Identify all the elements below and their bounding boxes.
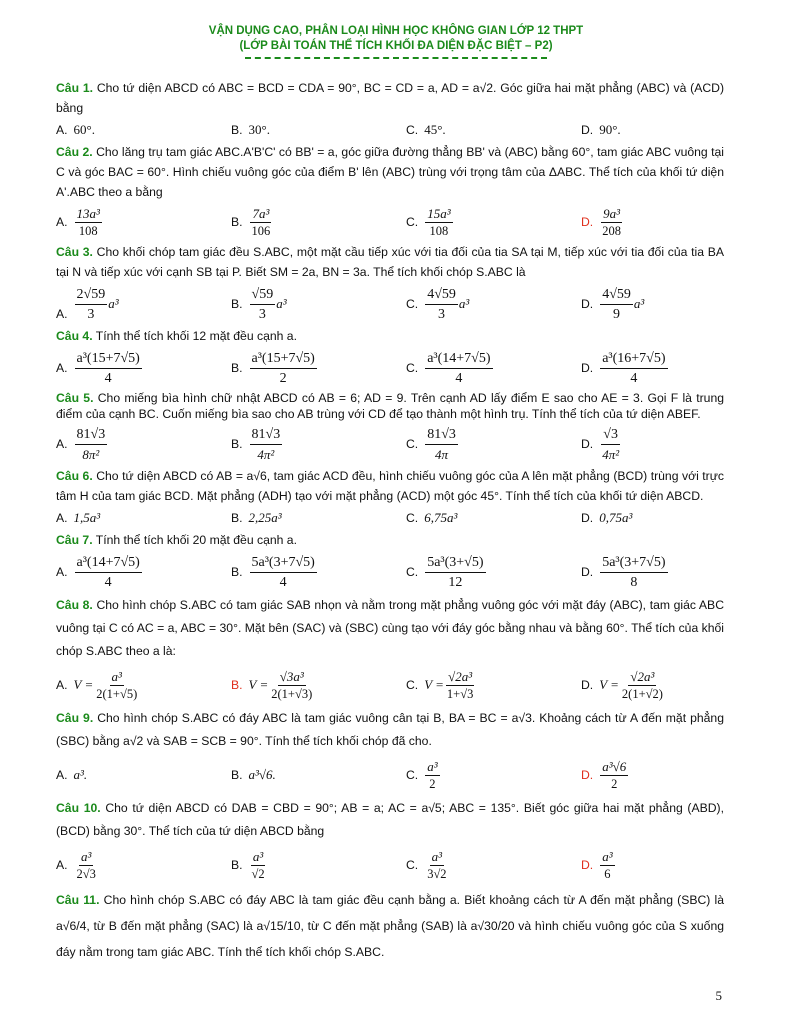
fraction-numerator: 5a³(3+√5) (425, 554, 485, 573)
fraction-numerator: a³ (427, 758, 438, 774)
fraction-numerator: a³ (602, 848, 613, 864)
option-value: 0,75a³ (599, 510, 633, 525)
question-8 (56, 594, 724, 663)
question-label: Câu 8. (56, 598, 93, 612)
option-fraction (600, 206, 623, 239)
fraction-denominator: 4 (279, 574, 287, 590)
fraction-denominator: 12 (448, 574, 463, 590)
option-tail: a³ (108, 296, 119, 311)
option-c[interactable] (406, 121, 581, 139)
option-letter: B. (231, 361, 243, 375)
option-a[interactable] (56, 766, 231, 784)
fraction-denominator: 4 (104, 574, 112, 590)
option-letter: A. (56, 306, 68, 321)
option-fraction (425, 554, 485, 591)
option-letter: D. (581, 768, 594, 782)
fraction-denominator: 8 (630, 574, 638, 590)
fraction-denominator: 4 (455, 370, 463, 386)
fraction-denominator: √2 (251, 866, 265, 881)
option-letter: B. (231, 437, 243, 451)
fraction-numerator: √59 (250, 286, 276, 305)
fraction-denominator: 8π² (82, 446, 100, 462)
answer-row (56, 509, 724, 527)
option-fraction (600, 426, 621, 463)
fraction-numerator: √2a³ (630, 668, 655, 684)
option-b[interactable] (231, 121, 406, 139)
question-6 (56, 466, 724, 506)
fraction-denominator: 1+√3 (446, 686, 474, 701)
fraction-denominator: 6 (604, 866, 611, 881)
fraction-denominator: 208 (602, 223, 621, 238)
option-letter: D. (581, 123, 594, 137)
option-b[interactable] (231, 509, 406, 527)
option-letter: D. (581, 565, 594, 579)
option-letter: C. (406, 361, 419, 375)
question-label: Câu 7. (56, 533, 93, 547)
question-label: Câu 11. (56, 893, 100, 907)
question-label: Câu 1. (56, 81, 93, 95)
fraction-numerator: a³(15+7√5) (250, 350, 317, 369)
option-letter: A. (56, 437, 68, 451)
option-fraction (75, 849, 98, 882)
fraction-numerator: 13a³ (76, 205, 100, 221)
fraction-denominator: 2(1+√2) (621, 686, 663, 701)
option-value: 1,5a³ (73, 510, 101, 525)
option-fraction (425, 350, 492, 387)
fraction-numerator: 81√3 (75, 426, 108, 445)
option-letter: A. (56, 511, 68, 525)
option-d[interactable] (581, 554, 724, 591)
option-d[interactable] (581, 849, 724, 882)
option-c[interactable] (406, 509, 581, 527)
question-1 (56, 78, 724, 118)
option-value: 90°. (599, 122, 621, 137)
option-fraction (75, 286, 108, 323)
option-letter: A. (56, 215, 68, 229)
option-value: 60°. (73, 122, 95, 137)
option-letter: C. (406, 215, 419, 229)
fraction-denominator: 2(1+√5) (96, 686, 138, 701)
option-a[interactable] (56, 286, 231, 323)
answer-row (56, 553, 724, 591)
fraction-denominator: 4π (435, 446, 449, 462)
option-c[interactable] (406, 669, 581, 702)
answer-row (56, 756, 724, 794)
fraction-numerator: a³ (81, 848, 92, 864)
option-a[interactable] (56, 849, 231, 882)
fraction-denominator: 108 (78, 223, 98, 238)
option-fraction (425, 206, 452, 239)
option-d[interactable] (581, 426, 724, 463)
page-header (0, 24, 792, 59)
option-a[interactable] (56, 669, 231, 702)
option-letter: C. (406, 858, 419, 872)
option-b[interactable] (231, 669, 406, 702)
option-letter: A. (56, 361, 68, 375)
option-c[interactable] (406, 759, 581, 792)
question-2 (56, 142, 724, 202)
option-letter: A. (56, 858, 68, 872)
fraction-numerator: a³ (111, 668, 122, 684)
option-c[interactable] (406, 286, 581, 323)
option-b[interactable] (231, 350, 406, 387)
option-letter: C. (406, 297, 419, 311)
option-letter: B. (231, 858, 243, 872)
option-tail: a³ (633, 296, 645, 311)
fraction-denominator: 4π² (257, 446, 275, 462)
header-title: VẬN DỤNG CAO, PHÂN LOẠI HÌNH HỌC KHÔNG GIAN LỚP 12 THPT (208, 25, 584, 37)
fraction-denominator: 4π² (602, 446, 620, 462)
question-11 (56, 887, 724, 965)
fraction-numerator: a³(15+7√5) (75, 350, 142, 369)
option-d[interactable] (581, 206, 724, 239)
option-letter: B. (231, 297, 243, 311)
option-letter: B. (231, 511, 243, 525)
option-letter: D. (581, 678, 594, 692)
question-label: Câu 3. (56, 245, 93, 259)
fraction-denominator: 4 (630, 370, 638, 386)
option-c[interactable] (406, 350, 581, 387)
option-letter: A. (56, 123, 68, 137)
option-value: a³√6. (248, 767, 276, 782)
question-4 (56, 326, 724, 346)
option-prefix: V = (73, 677, 94, 692)
fraction-numerator: 81√3 (425, 426, 458, 445)
question-5 (56, 390, 724, 422)
question-text: Tính thể tích khối 20 mặt đều cạnh a. (95, 533, 297, 547)
option-fraction (75, 206, 102, 239)
answer-row (56, 425, 724, 463)
fraction-numerator: a³ (252, 848, 264, 864)
answer-row (56, 666, 724, 704)
option-d[interactable] (581, 759, 724, 792)
page-number: 5 (715, 988, 722, 1003)
fraction-denominator: 3 (438, 306, 446, 322)
option-fraction (425, 849, 448, 882)
fraction-numerator: 4√59 (425, 286, 458, 305)
answer-row (56, 285, 724, 323)
fraction-denominator: 2 (611, 776, 618, 791)
option-letter: A. (56, 768, 68, 782)
fraction-denominator: 108 (429, 223, 449, 238)
option-b[interactable] (231, 426, 406, 463)
option-letter: B. (231, 123, 243, 137)
fraction-numerator: 15a³ (427, 205, 451, 221)
question-label: Câu 6. (56, 469, 93, 483)
option-d[interactable] (581, 350, 724, 387)
option-value: 45°. (424, 122, 446, 137)
option-fraction (620, 669, 665, 702)
answer-row (56, 205, 724, 239)
question-3 (56, 242, 724, 282)
question-9 (56, 707, 724, 753)
option-letter: C. (406, 511, 419, 525)
fraction-denominator: 2(1+√3) (271, 686, 313, 701)
option-b[interactable] (231, 554, 406, 591)
option-d[interactable] (581, 509, 724, 527)
option-prefix: V = (248, 677, 269, 692)
question-text: Cho tứ diện ABCD có ABC = BCD = CDA = 90°, BC = CD = a, AD = a√2. Góc giữa hai mặt phẳng (ABC) và (ACD) bằng (56, 81, 724, 115)
fraction-numerator: 2√59 (75, 286, 108, 305)
option-letter: C. (406, 123, 419, 137)
option-b[interactable] (231, 849, 406, 882)
option-fraction (250, 426, 283, 463)
option-a[interactable] (56, 350, 231, 387)
option-fraction (600, 759, 628, 792)
option-c[interactable] (406, 206, 581, 239)
option-fraction (269, 669, 314, 702)
question-text: Cho khối chóp tam giác đều S.ABC, một mặt cầu tiếp xúc với tia đối của tia SA tại M, tiếp xúc với tia đối của tia BA tại N và tiếp xúc với cạnh SB tại P. Biết SM = 2a, BN = 3a. Thể tích khối chóp S.ABC là (56, 245, 724, 279)
option-fraction (250, 206, 273, 239)
option-d[interactable] (581, 669, 724, 702)
fraction-denominator: 4 (104, 370, 112, 386)
option-letter: C. (406, 565, 419, 579)
option-a[interactable] (56, 509, 231, 527)
option-fraction (250, 554, 317, 591)
option-fraction (600, 286, 633, 323)
fraction-denominator: 2 (279, 370, 287, 386)
option-letter: D. (581, 215, 594, 229)
option-letter: D. (581, 297, 594, 311)
question-label: Câu 4. (56, 329, 93, 343)
fraction-denominator: 3 (258, 306, 266, 322)
option-letter: D. (581, 361, 594, 375)
option-letter: C. (406, 678, 419, 692)
option-fraction (600, 554, 667, 591)
option-letter: A. (56, 678, 68, 692)
fraction-numerator: a³(16+7√5) (600, 350, 667, 369)
fraction-numerator: 5a³(3+7√5) (250, 554, 317, 573)
question-10 (56, 797, 724, 843)
option-fraction (600, 849, 614, 882)
option-fraction (250, 350, 317, 387)
fraction-numerator: a³(14+7√5) (425, 350, 492, 369)
question-text: Cho miếng bìa hình chữ nhật ABCD có AB = 6; AD = 9. Trên cạnh AD lấy điểm E sao cho AE = 3. Gọi F là trung điểm của cạnh BC. Cuốn miếng bìa sao cho AB trùng với CD để tạo thành một hình trụ. Tính thể tích của tứ diện ABEF. (56, 391, 724, 421)
option-d[interactable] (581, 286, 724, 323)
fraction-numerator: a³ (431, 848, 443, 864)
question-text: Cho lăng trụ tam giác ABC.A'B'C' có BB' = a, góc giữa đường thẳng BB' và (ABC) bằng 60°, tam giác ABC vuông tại C và góc BAC = 60°. Hình chiếu vuông góc của điểm B' lên (ABC) trùng với trọng tâm của ΔABC. Thể tích của khối tứ diện A'.ABC theo a bằng (56, 145, 724, 199)
fraction-numerator: 7a³ (252, 205, 270, 221)
option-tail: a³ (276, 296, 287, 311)
option-fraction (75, 554, 142, 591)
fraction-numerator: √3a³ (279, 668, 304, 684)
option-letter: B. (231, 565, 243, 579)
option-fraction (94, 669, 139, 702)
option-d[interactable] (581, 121, 724, 139)
fraction-numerator: a³(14+7√5) (75, 554, 142, 573)
fraction-numerator: 81√3 (250, 426, 283, 445)
fraction-numerator: a³√6 (602, 758, 627, 774)
option-fraction (425, 426, 458, 463)
header-subtitle: (LỚP BÀI TOÁN THỂ TÍCH KHỐI ĐA DIỆN ĐẶC BIỆT – P2) (239, 40, 553, 52)
fraction-numerator: √2a³ (448, 668, 473, 684)
option-c[interactable] (406, 554, 581, 591)
option-letter: B. (231, 215, 243, 229)
fraction-denominator: 106 (251, 223, 271, 238)
fraction-denominator: 2√3 (76, 866, 96, 881)
question-text: Cho hình chóp S.ABC có tam giác SAB nhọn và nằm trong mặt phẳng vuông góc với mặt đáy (ABC), tam giác ABC vuông tại C có AC = a, ABC = 30°. Mặt bên (SAC) và (SBC) cùng tạo với đáy góc bằng nhau và bằng 60°. Thể tích của khối chóp S.ABC theo a là: (56, 598, 724, 658)
option-a[interactable] (56, 426, 231, 463)
question-text: Cho tứ diện ABCD có AB = a√6, tam giác ACD đều, hình chiếu vuông góc của A lên mặt phẳng (BCD) trùng với trực tâm H của tam giác BCD. Mặt phẳng (ADH) tạo với mặt phẳng (ACD) một góc 45°. Tính thể tích của khối tứ diện ABCD. (56, 469, 724, 503)
question-label: Câu 9. (56, 711, 94, 725)
option-a[interactable] (56, 121, 231, 139)
option-fraction (600, 350, 667, 387)
question-label: Câu 2. (56, 145, 93, 159)
option-a[interactable] (56, 554, 231, 591)
option-letter: A. (56, 565, 68, 579)
option-letter: D. (581, 858, 594, 872)
option-b[interactable] (231, 206, 406, 239)
option-c[interactable] (406, 849, 581, 882)
option-a[interactable] (56, 206, 231, 239)
option-prefix: V = (424, 677, 444, 692)
question-label: Câu 5. (56, 391, 94, 405)
option-fraction (75, 350, 142, 387)
option-b[interactable] (231, 766, 406, 784)
fraction-numerator: 5a³(3+7√5) (600, 554, 667, 573)
fraction-denominator: 3 (87, 306, 95, 322)
option-value: 2,25a³ (248, 510, 282, 525)
option-fraction (425, 286, 458, 323)
answer-row (56, 121, 724, 139)
fraction-denominator: 9 (613, 306, 621, 322)
option-tail: a³ (458, 296, 470, 311)
question-text: Cho hình chóp S.ABC có đáy ABC là tam giác đều cạnh bằng a. Biết khoảng cách từ A đến mặt phẳng (SBC) là a√6/4, từ B đến mặt phẳng (SAC) là a√15/10, từ C đến mặt phẳng (SAB) là a√30/20 và hình chiếu vuông góc của S xuống đáy nằm trong tam giác ABC. Tính thể tích khối chóp S.ABC. (56, 893, 724, 959)
option-fraction (250, 286, 276, 323)
question-text: Tính thể tích khối 12 mặt đều cạnh a. (95, 329, 297, 343)
option-fraction (75, 426, 108, 463)
fraction-numerator: 9a³ (603, 205, 621, 221)
option-fraction (425, 759, 439, 792)
option-value: 6,75a³ (424, 510, 458, 525)
option-fraction (250, 849, 267, 882)
header-rule (245, 55, 547, 59)
question-text: Cho hình chóp S.ABC có đáy ABC là tam giác vuông cân tại B, BA = BC = a√3. Khoảng cách từ A đến mặt phẳng (SBC) bằng a√2 và SAB = SCB = 90°. Tính thể tích khối chóp đã cho. (56, 711, 724, 748)
option-fraction (445, 669, 475, 702)
fraction-numerator: 4√59 (600, 286, 633, 305)
option-letter: D. (581, 437, 594, 451)
option-letter: C. (406, 437, 419, 451)
question-7 (56, 530, 724, 550)
option-letter: B. (231, 678, 243, 692)
option-value: a³. (73, 767, 88, 782)
answer-row (56, 349, 724, 387)
option-letter: D. (581, 511, 594, 525)
question-list (56, 78, 724, 968)
question-text: Cho tứ diện ABCD có DAB = CBD = 90°; AB = a; AC = a√5; ABC = 135°. Biết góc giữa hai mặt phẳng (ABD), (BCD) bằng 30°. Thể tích của tứ diện ABCD bằng (56, 801, 724, 838)
option-b[interactable] (231, 286, 406, 323)
option-prefix: V = (599, 677, 619, 692)
fraction-numerator: √3 (601, 426, 620, 445)
fraction-denominator: 3√2 (427, 866, 447, 881)
fraction-denominator: 2 (429, 776, 436, 791)
option-letter: C. (406, 768, 419, 782)
option-letter: B. (231, 768, 243, 782)
question-label: Câu 10. (56, 801, 101, 815)
option-c[interactable] (406, 426, 581, 463)
answer-row (56, 846, 724, 884)
option-value: 30°. (248, 122, 270, 137)
